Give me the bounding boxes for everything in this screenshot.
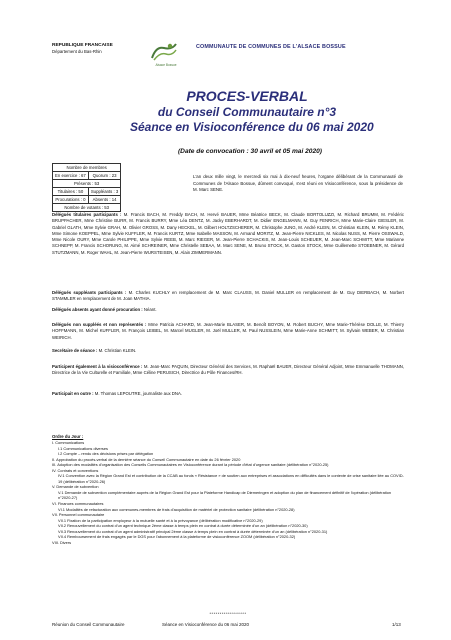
section-participent: [52, 364, 404, 377]
republique-label: REPUBLIQUE FRANCAISE: [52, 43, 113, 48]
ordre-du-jour-title: Ordre du Jour :: [52, 434, 84, 439]
participent-label: Participent également à la visioconférence :: [52, 364, 143, 369]
count-procurations: Procurations : 0: [53, 196, 89, 204]
secretaire-text: M. Christian KLEIN.: [97, 348, 137, 353]
ordre-item: VII.2 Renouvellement du contrat d'un agent technique 2ème classe à temps plein en contrat à durée déterminée d'un an (délibération n°2020-30): [58, 523, 308, 529]
ordre-du-jour-list: [52, 440, 404, 545]
footer-left: Réunion du Conseil Communautaire: [52, 622, 125, 627]
count-quorum: Quorum : 23: [88, 172, 120, 180]
ordre-item: II. Approbation du procès-verbal de la dernière séance du Conseil Communautaire en date du 26 février 2020: [52, 456, 241, 462]
section-delegues-absents: [52, 307, 404, 313]
ordre-item: VI. Finances communautaires: [52, 501, 104, 507]
ordre-item: VII.4 Remboursement de frais engagés par le DGS pour l'abonnement à la plateforme de visioconférence ZOOM (délibération n°2020-32): [58, 534, 296, 540]
section-delegues-suppleants: [52, 290, 404, 303]
count-absents: Absents : 14: [88, 196, 120, 204]
delegues-titulaires-label: Délégués titulaires participants :: [52, 212, 122, 217]
header-left: [52, 42, 142, 55]
ordre-item: I. Communications: [52, 440, 85, 445]
delegues-absents-label: Délégués absents ayant donné procuration :: [52, 307, 143, 312]
ordre-item: VIII. Divers: [52, 539, 72, 545]
departement-label: Département du Bas-Rhin: [52, 49, 102, 54]
footer-center: Séance en Visioconférence du 06 mai 2020: [162, 622, 249, 627]
logo-caption: Alsace Bossue: [155, 63, 177, 67]
ordre-item: IV.1 Convention avec la Région Grand Est et contribution de la CCAB au fonds « Résistance » de soutien aux entreprises et associations en difficultés dans le contexte de crise sanitaire liée au COVID-19 (délibération n°2020-26): [58, 473, 404, 484]
convocation-date: (Date de convocation : 30 avril et 05 mai 2020): [177, 148, 323, 155]
delegues-non-supplees-label: Délégués non suppléés et non représentés :: [52, 322, 147, 327]
delegues-suppleants-text: M. Charles KUCHLY en remplacement de M. Marc CLAUSS, M. Daniel MULLER en remplacement de M. Guy DIERBACH, M. Norbert STAMMLER en remplacement de M. Joan MATHIA.: [52, 290, 404, 302]
footer-page-number: 1/13: [392, 622, 401, 627]
section-delegues-non-supplees: [52, 322, 404, 341]
counts-header: Nombre de membres: [53, 164, 121, 172]
title-proces-verbal: PROCES-VERBAL: [186, 88, 308, 104]
title-block: [130, 88, 374, 134]
delegues-suppleants-label: Délégués suppléants participants :: [52, 290, 127, 295]
membres-count-table: [52, 163, 121, 212]
count-presents: Présents : 53: [53, 180, 121, 188]
secretaire-label: Secrétaire de séance :: [52, 348, 98, 353]
count-suppleants: Suppléants : 3: [88, 188, 120, 196]
delegues-non-supplees-text: Mme Patricia ACHARD, M. Jean-Marie BLASER, M. Benoît BOYON, M. Robert BUCHY, Mme Marie-Thérèse DOLLE, M. Thierry HOFFMANN, M. Michel KUFFLER, M. François LEIBEL, M. Marcel MUGLER, M. Joël MULLER, M. Paul NUSSLEIN, Mme Marie-Anne SCHMITT, M. Sylvain WEBER, M. Christian WEIRICH.: [52, 322, 404, 340]
participait-label: Participait en outre :: [52, 391, 94, 396]
community-name: COMMUNAUTE DE COMMUNES DE L'ALSACE BOSSUE: [196, 44, 346, 50]
section-secretaire: [52, 348, 404, 354]
delegues-titulaires-text: M. Francis BACH, M. Freddy BACH, M. Hervé BAUER, Mme Béatrice BECK, M. Claude BORTOLUZZI, M. Richard BRUMM, M. Frédéric BRUPPACHER, Mme Christine BURR, M. Francis BURRY, Mme Léa DENTZ, M. Jacky EBERHARDT, M. Didier ENGELMANN, M. Guy FENRICH, Mme Marie-Claire GIESLER, M. Gabriel GLATH, Mme Sylvie GRAH, M. Olivier GROSS, M. Dany HECKEL, M. Gilbert HOLTZSCHERER, M. Christophe JUNG, M. André KLEIN, M. Christian KLEIN, M. Rémy KLEIN, Mme Simone KOEPPEL, Mme Sylvie KUFFLER, M. Francis KURTZ, Mme Isabelle MASSON, M. Armand MORITZ, M. Jean-Pierre NICKLES, M. Nicolas NUSS, M. Pierre OSSWALD, Mme Nicole OURY, Mme Carole PHILIPPE, Mme Sylvie REEB, M. Marc RIEGER, M. Jean-Pierre SCHACKIS, M. Jean-Louis SCHEUER, M. Jean-Marc SCHMITT, Mme Marianne SCHNEPP, M. Francis SCHORUNG, M. Aimé SCHREINER, Mme Christelle SEBAA, M. Marc SENE, M. Bruno STOCK, M. Gaston STOCK, Mme Guillemette STOEBNER, M. Gérard STUTZMANN, M. Roger WAHL, M. Jean-Pierre WURSTEISEN, M. Alain ZIMMERMANN.: [52, 212, 404, 255]
participait-text: M. Thomas LEPOUTRE, journaliste aux DNA.: [93, 391, 183, 396]
ordre-item: IV. Contrats et conventions: [52, 467, 99, 473]
ordre-du-jour: [52, 433, 404, 545]
ordre-item: I.2 Compte – rendu des décisions prises par délégation: [58, 451, 154, 457]
ordre-item: III. Adoption des modalités d'organisation des Conseils Communautaires en Visioconférence durant la période d'état d'urgence sanitaire (délibération n°2020-25): [52, 462, 329, 468]
ordre-item: VII.1 Fixation de la participation employeur à la mutuelle santé et à la prévoyance (délibération modificative n°2020-29): [58, 517, 263, 523]
intro-paragraph: L'an deux mille vingt, le mercredi six mai à dix-neuf heures, l'organe délibérant de la Communauté de Communes de l'Alsace Bossue, dûment convoqué, s'est réuni en Visioconférence, sous la présidence de M. Marc SENE.: [193, 174, 403, 193]
title-conseil: du Conseil Communautaire n°3: [157, 105, 337, 119]
participent-text: M. Jean-Marc PAQUIN, Directeur Général des Services, M. Raphaël BAUER, Directeur Général Adjoint, Mme Emmanuelle THOMANN, Directrice de la Vie Culturelle et Familiale, Mme Céline PERUSICH, Directrice du Pôle Finances/RH.: [52, 364, 404, 376]
separator-stars: ******************: [209, 611, 247, 616]
count-titulaires: Titulaires : 50: [53, 188, 89, 196]
section-delegues-titulaires: [52, 212, 404, 256]
count-en-exercice: En exercice : 67: [53, 172, 89, 180]
section-participait: [52, 391, 404, 397]
delegues-absents-text: Néant.: [142, 307, 157, 312]
alsace-bossue-logo: [148, 40, 180, 64]
ordre-item: V. Demande de subvention: [52, 484, 99, 490]
ordre-item: I.1 Communications diverses: [58, 445, 108, 451]
count-votants: Nombre de votants : 53: [53, 204, 121, 212]
title-seance: Séance en Visioconférence du 06 mai 2020: [130, 120, 374, 134]
ordre-item: VII. Personnel communautaire: [52, 512, 105, 518]
ordre-item: V.1 Demande de subvention complémentaire auprès de la Région Grand Est pour la Plateforme Handicap de Diemeringen et adoption du plan de financement définitif de l'opération (délibération n°2020-27): [58, 489, 392, 501]
ordre-item: VI.1 Modalités de refacturation aux communes-membres de frais d'acquisition de matériel de protection sanitaire (délibération n°2020-28): [58, 506, 295, 512]
ordre-item: VII.3 Renouvellement du contrat d'un agent administratif principal 2ème classe à temps plein en contrat à durée déterminée d'un an (délibération n°2020-31): [58, 528, 328, 534]
